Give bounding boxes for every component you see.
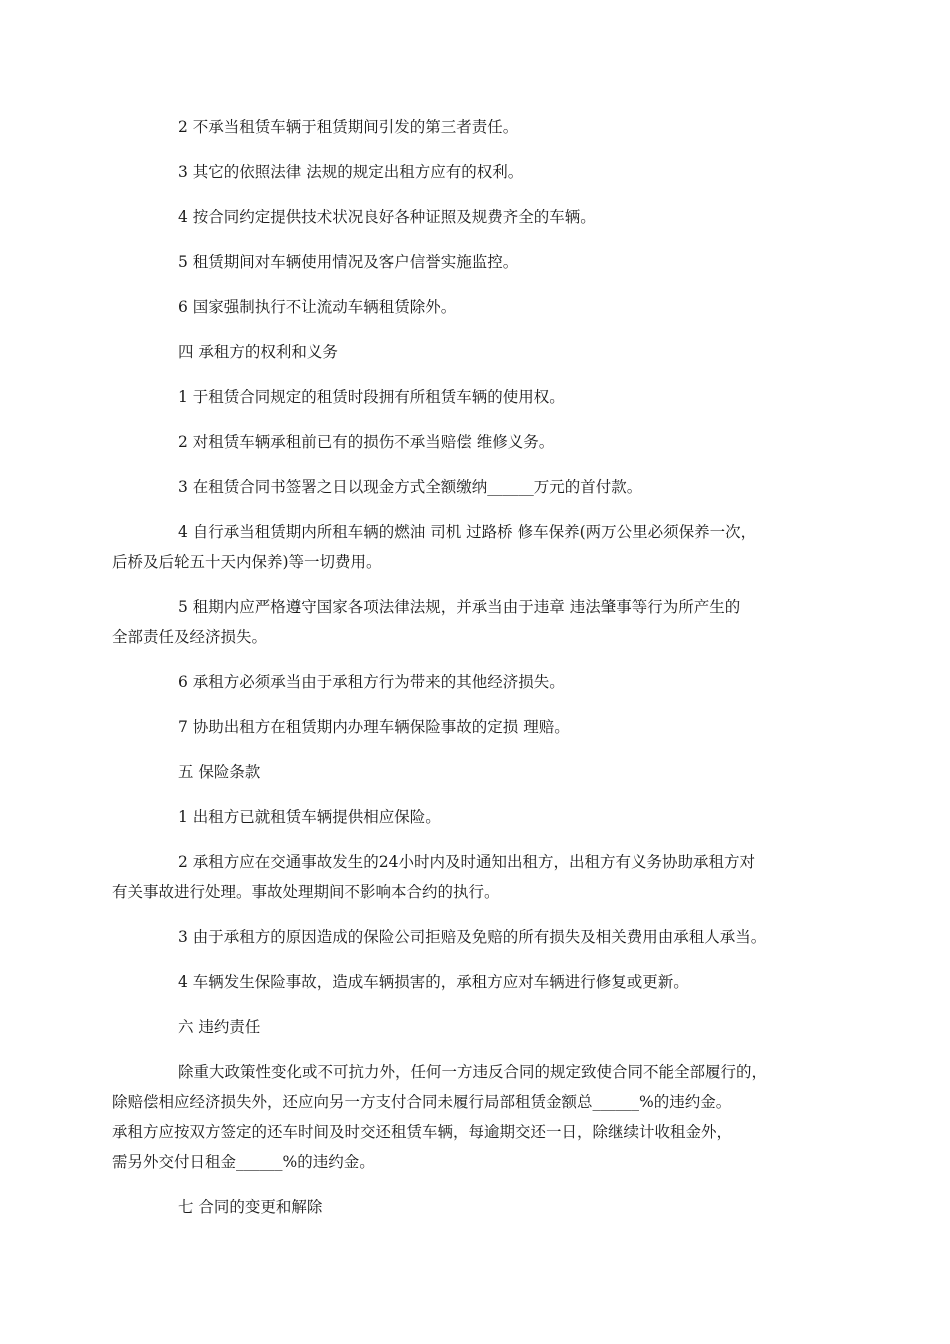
paragraph-line: 4 自行承当租赁期内所租车辆的燃油 司机 过路桥 修车保养(两万公里必须保养一次， bbox=[178, 523, 757, 541]
paragraph-line: 5 租期内应严格遵守国家各项法律法规，并承当由于违章 违法肇事等行为所产生的 bbox=[178, 598, 741, 616]
paragraph-line: 6 承租方必须承当由于承租方行为带来的其他经济损失。 bbox=[178, 673, 565, 691]
paragraph-line: 1 于租赁合同规定的租赁时段拥有所租赁车辆的使用权。 bbox=[178, 388, 565, 406]
paragraph bbox=[145, 427, 810, 457]
paragraph bbox=[145, 157, 810, 187]
paragraph-line: 有关事故进行处理。事故处理期间不影响本合约的执行。 bbox=[112, 883, 500, 901]
paragraph-line: 3 其它的依照法律 法规的规定出租方应有的权利。 bbox=[178, 163, 524, 181]
section-heading-text: 七 合同的变更和解除 bbox=[178, 1198, 323, 1216]
paragraph bbox=[145, 247, 810, 277]
paragraph bbox=[145, 382, 810, 412]
paragraph-line: 7 协助出租方在租赁期内办理车辆保险事故的定损 理赔。 bbox=[178, 718, 570, 736]
paragraph-line: 5 租赁期间对车辆使用情况及客户信誉实施监控。 bbox=[178, 253, 519, 271]
paragraph bbox=[145, 202, 810, 232]
section-heading-text: 五 保险条款 bbox=[178, 763, 261, 781]
section-heading bbox=[145, 337, 810, 367]
paragraph-line: 后桥及后轮五十天内保养)等一切费用。 bbox=[112, 553, 382, 571]
section-heading-text: 六 违约责任 bbox=[178, 1018, 261, 1036]
section-heading bbox=[145, 1192, 810, 1222]
paragraph bbox=[145, 712, 810, 742]
paragraph-line: 除重大政策性变化或不可抗力外，任何一方违反合同的规定致使合同不能全部履行的， bbox=[178, 1063, 768, 1081]
paragraph-line: 2 不承当租赁车辆于租赁期间引发的第三者责任。 bbox=[178, 118, 519, 136]
paragraph bbox=[145, 112, 810, 142]
paragraph bbox=[145, 922, 810, 952]
paragraph bbox=[112, 517, 810, 577]
paragraph-line: 2 承租方应在交通事故发生的24小时内及时通知出租方，出租方有义务协助承租方对 bbox=[178, 853, 756, 871]
paragraph-line: 全部责任及经济损失。 bbox=[112, 628, 268, 646]
paragraph-line: 需另外交付日租金______%的违约金。 bbox=[112, 1153, 375, 1171]
paragraph bbox=[145, 967, 810, 997]
paragraph bbox=[112, 592, 810, 652]
paragraph bbox=[145, 667, 810, 697]
paragraph-line: 1 出租方已就租赁车辆提供相应保险。 bbox=[178, 808, 441, 826]
paragraph-line: 3 在租赁合同书签署之日以现金方式全额缴纳______万元的首付款。 bbox=[178, 478, 643, 496]
paragraph bbox=[112, 1057, 810, 1177]
document-page bbox=[112, 112, 810, 1237]
paragraph-line: 3 由于承租方的原因造成的保险公司拒赔及免赔的所有损失及相关费用由承租人承当。 bbox=[178, 928, 767, 946]
paragraph-line: 6 国家强制执行不让流动车辆租赁除外。 bbox=[178, 298, 457, 316]
paragraph bbox=[145, 472, 810, 502]
paragraph-line: 4 车辆发生保险事故，造成车辆损害的，承租方应对车辆进行修复或更新。 bbox=[178, 973, 689, 991]
section-heading bbox=[145, 1012, 810, 1042]
section-heading-text: 四 承租方的权利和义务 bbox=[178, 343, 338, 361]
paragraph-line: 除赔偿相应经济损失外，还应向另一方支付合同未履行局部租赁金额总______%的违约金。 bbox=[112, 1093, 732, 1111]
paragraph bbox=[145, 292, 810, 322]
section-heading bbox=[145, 757, 810, 787]
paragraph-line: 4 按合同约定提供技术状况良好各种证照及规费齐全的车辆。 bbox=[178, 208, 596, 226]
paragraph-line: 承租方应按双方签定的还车时间及时交还租赁车辆，每逾期交还一日，除继续计收租金外， bbox=[112, 1123, 733, 1141]
paragraph bbox=[112, 847, 810, 907]
paragraph-line: 2 对租赁车辆承租前已有的损伤不承当赔偿 维修义务。 bbox=[178, 433, 555, 451]
paragraph bbox=[145, 802, 810, 832]
